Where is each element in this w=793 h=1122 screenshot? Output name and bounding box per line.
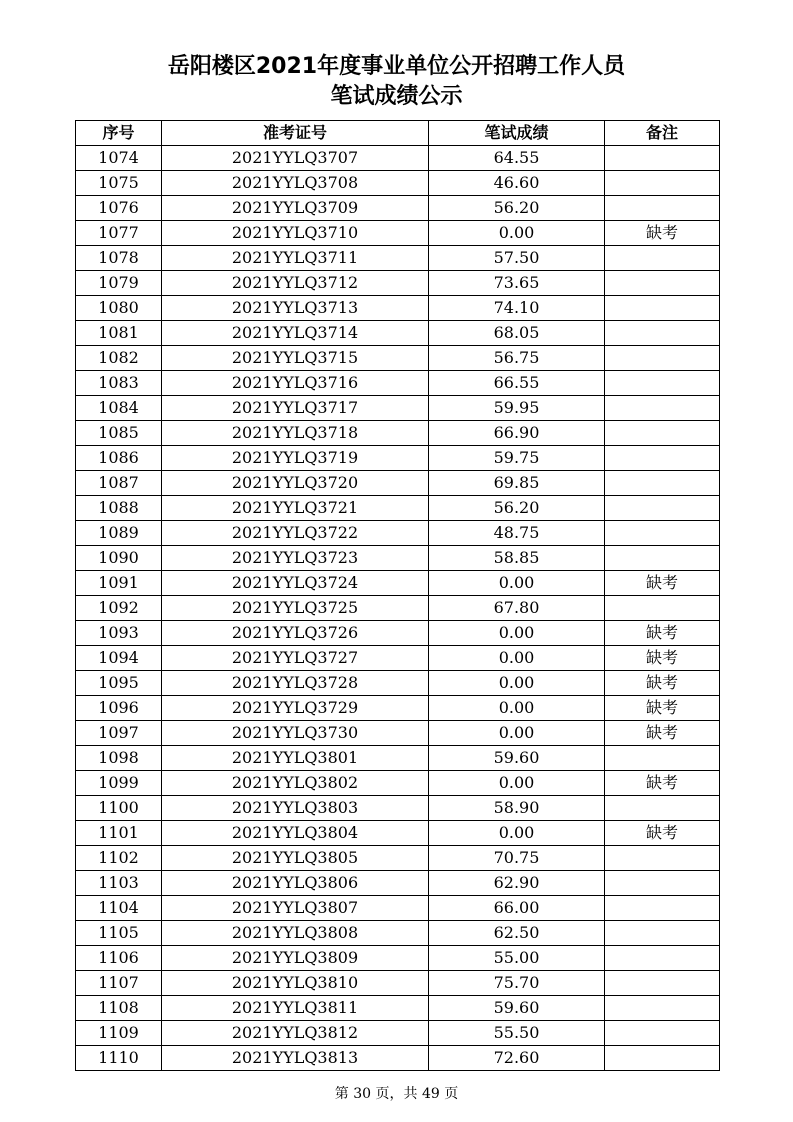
cell-written-score: 59.60 xyxy=(429,746,605,771)
cell-written-score: 0.00 xyxy=(429,221,605,246)
cell-seq: 1098 xyxy=(76,746,162,771)
cell-ticket-number: 2021YYLQ3715 xyxy=(162,346,429,371)
cell-ticket-number: 2021YYLQ3729 xyxy=(162,696,429,721)
table-row xyxy=(76,771,720,796)
cell-written-score: 62.50 xyxy=(429,921,605,946)
cell-seq: 1099 xyxy=(76,771,162,796)
cell-seq: 1086 xyxy=(76,446,162,471)
page-footer: 第 30 页，共 49 页 xyxy=(334,1086,459,1102)
cell-written-score: 73.65 xyxy=(429,271,605,296)
cell-seq: 1089 xyxy=(76,521,162,546)
table-row xyxy=(76,521,720,546)
table-row xyxy=(76,621,720,646)
cell-ticket-number: 2021YYLQ3802 xyxy=(162,771,429,796)
cell-ticket-number: 2021YYLQ3717 xyxy=(162,396,429,421)
cell-ticket-number: 2021YYLQ3810 xyxy=(162,971,429,996)
cell-ticket-number: 2021YYLQ3727 xyxy=(162,646,429,671)
cell-seq: 1094 xyxy=(76,646,162,671)
cell-seq: 1076 xyxy=(76,196,162,221)
table-row xyxy=(76,346,720,371)
cell-remark xyxy=(605,921,720,946)
cell-written-score: 48.75 xyxy=(429,521,605,546)
table-row xyxy=(76,371,720,396)
cell-remark xyxy=(605,321,720,346)
cell-written-score: 64.55 xyxy=(429,146,605,171)
cell-remark xyxy=(605,596,720,621)
cell-seq: 1080 xyxy=(76,296,162,321)
cell-ticket-number: 2021YYLQ3716 xyxy=(162,371,429,396)
cell-ticket-number: 2021YYLQ3719 xyxy=(162,446,429,471)
table-row xyxy=(76,1021,720,1046)
table-row xyxy=(76,821,720,846)
table-row xyxy=(76,796,720,821)
header-remark: 备注 xyxy=(605,121,720,146)
cell-remark: 缺考 xyxy=(605,696,720,721)
cell-remark xyxy=(605,1046,720,1071)
cell-seq: 1096 xyxy=(76,696,162,721)
cell-written-score: 46.60 xyxy=(429,171,605,196)
cell-remark xyxy=(605,996,720,1021)
cell-seq: 1106 xyxy=(76,946,162,971)
cell-seq: 1077 xyxy=(76,221,162,246)
cell-seq: 1090 xyxy=(76,546,162,571)
cell-seq: 1082 xyxy=(76,346,162,371)
cell-written-score: 0.00 xyxy=(429,821,605,846)
table-body xyxy=(76,146,720,1071)
cell-remark xyxy=(605,796,720,821)
cell-ticket-number: 2021YYLQ3711 xyxy=(162,246,429,271)
cell-written-score: 62.90 xyxy=(429,871,605,896)
cell-written-score: 68.05 xyxy=(429,321,605,346)
cell-ticket-number: 2021YYLQ3721 xyxy=(162,496,429,521)
table-row xyxy=(76,221,720,246)
cell-remark xyxy=(605,421,720,446)
cell-ticket-number: 2021YYLQ3708 xyxy=(162,171,429,196)
table-row xyxy=(76,971,720,996)
table-row xyxy=(76,146,720,171)
cell-seq: 1102 xyxy=(76,846,162,871)
cell-ticket-number: 2021YYLQ3723 xyxy=(162,546,429,571)
cell-seq: 1103 xyxy=(76,871,162,896)
cell-written-score: 70.75 xyxy=(429,846,605,871)
cell-ticket-number: 2021YYLQ3726 xyxy=(162,621,429,646)
table-row xyxy=(76,696,720,721)
table-row xyxy=(76,421,720,446)
cell-ticket-number: 2021YYLQ3713 xyxy=(162,296,429,321)
score-table xyxy=(75,120,720,1071)
cell-ticket-number: 2021YYLQ3811 xyxy=(162,996,429,1021)
cell-written-score: 74.10 xyxy=(429,296,605,321)
cell-written-score: 0.00 xyxy=(429,671,605,696)
cell-seq: 1087 xyxy=(76,471,162,496)
table-row xyxy=(76,921,720,946)
cell-seq: 1108 xyxy=(76,996,162,1021)
cell-seq: 1091 xyxy=(76,571,162,596)
table-row xyxy=(76,646,720,671)
cell-seq: 1100 xyxy=(76,796,162,821)
cell-written-score: 67.80 xyxy=(429,596,605,621)
cell-seq: 1078 xyxy=(76,246,162,271)
cell-remark xyxy=(605,946,720,971)
cell-written-score: 0.00 xyxy=(429,646,605,671)
cell-written-score: 0.00 xyxy=(429,696,605,721)
cell-written-score: 0.00 xyxy=(429,571,605,596)
cell-seq: 1105 xyxy=(76,921,162,946)
cell-seq: 1079 xyxy=(76,271,162,296)
cell-seq: 1085 xyxy=(76,421,162,446)
cell-remark xyxy=(605,496,720,521)
cell-seq: 1104 xyxy=(76,896,162,921)
cell-seq: 1081 xyxy=(76,321,162,346)
cell-ticket-number: 2021YYLQ3730 xyxy=(162,721,429,746)
cell-remark: 缺考 xyxy=(605,721,720,746)
cell-seq: 1109 xyxy=(76,1021,162,1046)
cell-remark xyxy=(605,396,720,421)
cell-ticket-number: 2021YYLQ3808 xyxy=(162,921,429,946)
cell-remark xyxy=(605,371,720,396)
cell-remark xyxy=(605,246,720,271)
cell-written-score: 58.85 xyxy=(429,546,605,571)
cell-seq: 1093 xyxy=(76,621,162,646)
cell-written-score: 0.00 xyxy=(429,621,605,646)
cell-remark: 缺考 xyxy=(605,621,720,646)
cell-written-score: 56.20 xyxy=(429,196,605,221)
table-row xyxy=(76,296,720,321)
cell-ticket-number: 2021YYLQ3720 xyxy=(162,471,429,496)
cell-remark xyxy=(605,871,720,896)
cell-remark: 缺考 xyxy=(605,821,720,846)
cell-written-score: 72.60 xyxy=(429,1046,605,1071)
table-row xyxy=(76,746,720,771)
cell-written-score: 66.00 xyxy=(429,896,605,921)
cell-remark xyxy=(605,446,720,471)
table-header-row xyxy=(76,121,720,146)
cell-ticket-number: 2021YYLQ3803 xyxy=(162,796,429,821)
cell-written-score: 59.75 xyxy=(429,446,605,471)
cell-remark xyxy=(605,296,720,321)
cell-remark xyxy=(605,521,720,546)
cell-remark xyxy=(605,146,720,171)
cell-remark xyxy=(605,196,720,221)
cell-written-score: 55.50 xyxy=(429,1021,605,1046)
cell-seq: 1075 xyxy=(76,171,162,196)
table-row xyxy=(76,596,720,621)
table-row xyxy=(76,496,720,521)
cell-remark: 缺考 xyxy=(605,646,720,671)
table-row xyxy=(76,446,720,471)
table-row xyxy=(76,946,720,971)
cell-ticket-number: 2021YYLQ3714 xyxy=(162,321,429,346)
cell-ticket-number: 2021YYLQ3710 xyxy=(162,221,429,246)
document-subtitle: 笔试成绩公示 xyxy=(330,84,463,109)
cell-ticket-number: 2021YYLQ3707 xyxy=(162,146,429,171)
cell-written-score: 69.85 xyxy=(429,471,605,496)
cell-remark xyxy=(605,471,720,496)
cell-seq: 1084 xyxy=(76,396,162,421)
cell-written-score: 58.90 xyxy=(429,796,605,821)
document-title: 岳阳楼区2021年度事业单位公开招聘工作人员 xyxy=(167,54,626,79)
cell-ticket-number: 2021YYLQ3718 xyxy=(162,421,429,446)
table-row xyxy=(76,996,720,1021)
cell-remark xyxy=(605,346,720,371)
cell-remark xyxy=(605,896,720,921)
cell-written-score: 57.50 xyxy=(429,246,605,271)
table-row xyxy=(76,271,720,296)
cell-written-score: 59.95 xyxy=(429,396,605,421)
cell-remark: 缺考 xyxy=(605,671,720,696)
cell-seq: 1095 xyxy=(76,671,162,696)
cell-remark: 缺考 xyxy=(605,221,720,246)
table-row xyxy=(76,321,720,346)
cell-remark xyxy=(605,746,720,771)
cell-written-score: 59.60 xyxy=(429,996,605,1021)
cell-ticket-number: 2021YYLQ3805 xyxy=(162,846,429,871)
cell-written-score: 56.75 xyxy=(429,346,605,371)
cell-ticket-number: 2021YYLQ3806 xyxy=(162,871,429,896)
cell-ticket-number: 2021YYLQ3722 xyxy=(162,521,429,546)
cell-written-score: 66.55 xyxy=(429,371,605,396)
cell-written-score: 75.70 xyxy=(429,971,605,996)
table-row xyxy=(76,871,720,896)
cell-remark xyxy=(605,1021,720,1046)
cell-written-score: 0.00 xyxy=(429,771,605,796)
cell-remark: 缺考 xyxy=(605,771,720,796)
table-row xyxy=(76,396,720,421)
cell-seq: 1092 xyxy=(76,596,162,621)
cell-ticket-number: 2021YYLQ3712 xyxy=(162,271,429,296)
cell-remark xyxy=(605,271,720,296)
table-row xyxy=(76,196,720,221)
table-row xyxy=(76,671,720,696)
cell-seq: 1110 xyxy=(76,1046,162,1071)
cell-ticket-number: 2021YYLQ3809 xyxy=(162,946,429,971)
table-row xyxy=(76,896,720,921)
cell-ticket-number: 2021YYLQ3725 xyxy=(162,596,429,621)
cell-seq: 1097 xyxy=(76,721,162,746)
cell-remark xyxy=(605,171,720,196)
header-written-score: 笔试成绩 xyxy=(429,121,605,146)
cell-ticket-number: 2021YYLQ3812 xyxy=(162,1021,429,1046)
cell-seq: 1101 xyxy=(76,821,162,846)
table-row xyxy=(76,1046,720,1071)
table-row xyxy=(76,246,720,271)
table-row xyxy=(76,546,720,571)
header-ticket-number: 准考证号 xyxy=(162,121,429,146)
table-row xyxy=(76,571,720,596)
table-row xyxy=(76,171,720,196)
table-row xyxy=(76,471,720,496)
cell-seq: 1088 xyxy=(76,496,162,521)
cell-remark xyxy=(605,546,720,571)
header-seq: 序号 xyxy=(76,121,162,146)
cell-remark xyxy=(605,846,720,871)
cell-written-score: 0.00 xyxy=(429,721,605,746)
cell-seq: 1107 xyxy=(76,971,162,996)
cell-seq: 1083 xyxy=(76,371,162,396)
cell-ticket-number: 2021YYLQ3807 xyxy=(162,896,429,921)
cell-written-score: 66.90 xyxy=(429,421,605,446)
cell-remark: 缺考 xyxy=(605,571,720,596)
cell-ticket-number: 2021YYLQ3801 xyxy=(162,746,429,771)
cell-written-score: 55.00 xyxy=(429,946,605,971)
table-row xyxy=(76,846,720,871)
cell-seq: 1074 xyxy=(76,146,162,171)
cell-ticket-number: 2021YYLQ3728 xyxy=(162,671,429,696)
cell-written-score: 56.20 xyxy=(429,496,605,521)
cell-ticket-number: 2021YYLQ3804 xyxy=(162,821,429,846)
cell-remark xyxy=(605,971,720,996)
cell-ticket-number: 2021YYLQ3709 xyxy=(162,196,429,221)
cell-ticket-number: 2021YYLQ3724 xyxy=(162,571,429,596)
cell-ticket-number: 2021YYLQ3813 xyxy=(162,1046,429,1071)
table-row xyxy=(76,721,720,746)
